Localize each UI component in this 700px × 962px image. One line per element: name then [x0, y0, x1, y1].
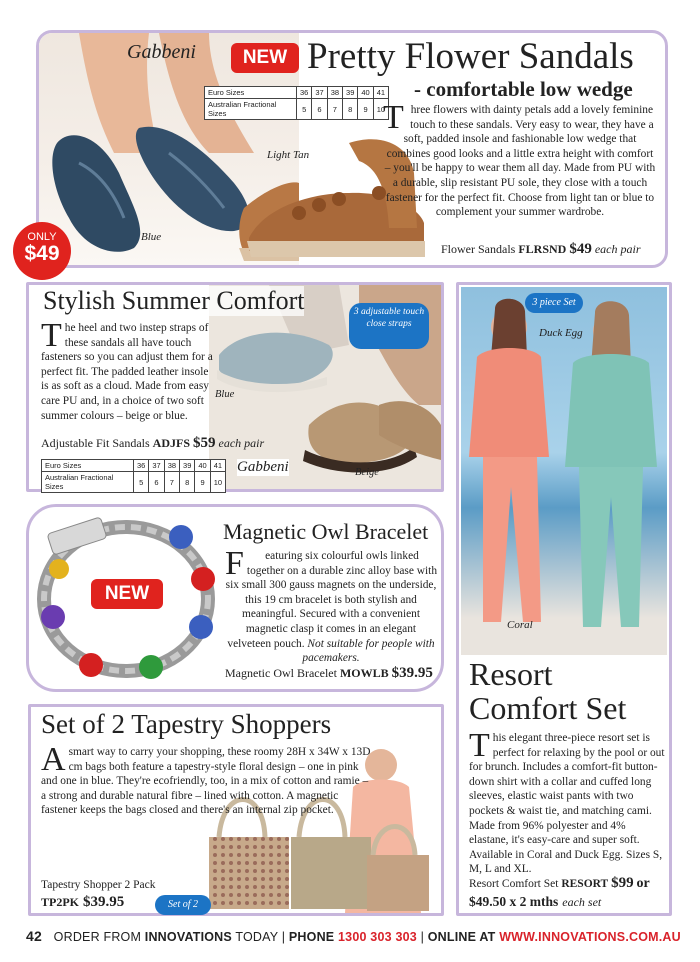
summer-beige-caption: Beige — [355, 467, 379, 478]
gabbeni-logo: Gabbeni — [127, 41, 196, 63]
size-cell: 10 — [373, 99, 388, 120]
summer-comfort-panel — [26, 282, 444, 492]
bracelet-new-badge: NEW — [91, 579, 163, 609]
installment-price: $49.50 x 2 mths — [469, 894, 559, 909]
summer-comfort-title: Stylish Summer Comfort — [43, 286, 305, 315]
product-code: FLRSND — [518, 242, 567, 256]
flower-sandals-price-line — [441, 241, 641, 258]
product-name: Adjustable Fit Sandals — [41, 436, 150, 450]
size-cell: 39 — [343, 87, 358, 99]
new-badge: NEW — [231, 43, 299, 73]
resort-title-line2: Comfort Set — [469, 690, 627, 726]
size-cell: 40 — [195, 460, 210, 472]
product-code: TP2PK — [41, 895, 79, 909]
separator: | — [420, 930, 428, 944]
page-footer — [26, 928, 681, 944]
resort-installment-line — [469, 893, 601, 911]
dropcap: T — [41, 317, 62, 354]
online-label: ONLINE AT — [427, 930, 496, 944]
product-name: Resort Comfort Set — [469, 878, 559, 890]
size-cell: 41 — [210, 460, 225, 472]
price-suffix: each pair — [594, 242, 641, 256]
summer-price-line — [41, 435, 264, 452]
resort-image — [461, 287, 667, 655]
resort-price-line — [469, 875, 650, 892]
summer-size-table — [41, 459, 226, 493]
price-suffix: each pair — [218, 436, 265, 450]
product-code: MOWLB — [339, 666, 389, 680]
product-code: RESORT — [561, 878, 609, 890]
straps-badge-text: 3 adjustable touch close straps — [353, 307, 425, 329]
dropcap: T — [469, 727, 490, 764]
size-cell: 9 — [195, 472, 210, 493]
size-cell: 38 — [327, 87, 342, 99]
product-code: ADJFS — [152, 436, 191, 450]
summer-comfort-text: he heel and two instep straps of these sandals all have touch fasteners so you can adjust them for a perfect fit. The padded leather insole is as soft as a cloud. Made from easy care PU and, in a choice of two soft summer colours – beige or blue. — [41, 322, 213, 422]
size-cell: 36 — [297, 87, 312, 99]
flower-sandals-description — [383, 99, 657, 220]
flower-sandals-size-table — [204, 86, 389, 120]
dropcap: T — [383, 99, 404, 136]
adjustable-straps-badge — [349, 303, 429, 349]
dropcap: A — [41, 741, 66, 778]
flower-sandals-text: hree flowers with dainty petals add a lovely feminine touch to these sandals. Very easy to wear, they have a soft, padded insole and fashionable low wedge that combines good looks and a little extra height with comfort – you'll be happy to wear them all day. Made from PU with a durable, slip resistant PU sole, they close with a touch fastener for the perfect fit. Choose from light tan or blue to complement your summer wardrobe. — [384, 104, 656, 219]
product-name: Magnetic Owl Bracelet — [225, 666, 337, 680]
pacemaker-warning: Not suitable for people with pacemakers. — [302, 637, 435, 665]
blue-caption: Blue — [141, 231, 162, 243]
footer-brand: INNOVATIONS — [144, 930, 232, 944]
size-cell: 8 — [180, 472, 195, 493]
size-cell: 38 — [164, 460, 179, 472]
set-of-2-badge: Set of 2 — [155, 895, 211, 915]
resort-photo — [461, 287, 667, 655]
flower-sandals-subtitle: - comfortable low wedge — [414, 77, 633, 101]
summer-comfort-description — [41, 317, 213, 423]
three-piece-badge: 3 piece Set — [525, 293, 583, 313]
size-cell: 5 — [297, 99, 312, 120]
phone-label: PHONE — [288, 930, 335, 944]
separator: | — [281, 930, 289, 944]
product-name: Flower Sandals — [441, 242, 516, 256]
size-cell: 40 — [358, 87, 373, 99]
light-tan-caption: Light Tan — [267, 149, 310, 161]
resort-set-panel — [456, 282, 672, 916]
shopper-code-price — [41, 893, 124, 911]
product-price: $59 — [193, 435, 216, 451]
euro-sizes-label: Euro Sizes — [205, 87, 297, 99]
price-or: or — [636, 876, 650, 891]
owl-bracelet-title: Magnetic Owl Bracelet — [223, 519, 429, 544]
only-price-badge — [13, 222, 71, 280]
size-cell: 6 — [312, 99, 327, 120]
website-link[interactable]: WWW.INNOVATIONS.COM.AU — [499, 930, 681, 944]
resort-text: his elegant three-piece resort set is perfect for relaxing by the pool or out for brunch. Includes a comfort-fit button-down shirt with a collar and cuffed long sleeves, elastic waist pants with two pockets & waist tie, and matching cami. Made from 96% polyester and 4% elastane, it's easy-care and super soft. Available in Coral and Duck Egg. Sizes S, M, L and XL. — [469, 732, 665, 876]
size-cell: 5 — [134, 472, 149, 493]
flower-sandals-panel — [36, 30, 668, 268]
phone-number[interactable]: 1300 303 303 — [338, 930, 417, 944]
flower-sandals-title: Pretty Flower Sandals — [307, 36, 634, 77]
product-price: $39.95 — [391, 665, 433, 681]
page-number: 42 — [26, 928, 42, 944]
resort-description — [469, 727, 667, 877]
aus-sizes-label: Australian Fractional Sizes — [42, 472, 134, 493]
dropcap: F — [225, 545, 244, 582]
resort-title-line1: Resort — [469, 656, 553, 692]
product-price: $99 — [611, 875, 634, 891]
owl-bracelet-text: eaturing six colourful owls linked together on a durable zinc alloy base with six small 300 gauss magnets on the underside, this 19 cm bracelet is both stylish and meaningful. Secured with a convenient magnetic clasp it comes in an elegant velveteen pouch. — [225, 550, 438, 650]
tapestry-shoppers-title: Set of 2 Tapestry Shoppers — [41, 709, 332, 739]
tapestry-shoppers-text: smart way to carry your shopping, these roomy 28H x 34W x 13D cm bags both feature a tapestry-style floral design – one in pink and one in blue. They're ecofriendly, too, in a mix of cotton and ramie – a strong and durable natural fibre – lined with cotton. A magnetic fastener keeps the bags closed and there's an internal zip pocket. — [41, 746, 371, 817]
product-price: $49 — [569, 241, 592, 257]
size-cell: 8 — [343, 99, 358, 120]
tapestry-shoppers-description — [41, 741, 371, 818]
summer-blue-caption: Blue — [215, 389, 235, 400]
size-cell: 10 — [210, 472, 225, 493]
size-cell: 41 — [373, 87, 388, 99]
owl-bracelet-panel — [26, 504, 444, 692]
size-cell: 36 — [134, 460, 149, 472]
size-cell: 6 — [149, 472, 164, 493]
installment-suffix: each set — [562, 895, 602, 909]
coral-caption: Coral — [507, 619, 533, 631]
tapestry-shoppers-panel — [28, 704, 444, 916]
duck-egg-caption: Duck Egg — [539, 327, 583, 339]
size-cell: 9 — [358, 99, 373, 120]
size-cell: 39 — [180, 460, 195, 472]
bracelet-price-line — [225, 665, 433, 682]
size-cell: 37 — [149, 460, 164, 472]
aus-sizes-label: Australian Fractional Sizes — [205, 99, 297, 120]
shopper-product-name: Tapestry Shopper 2 Pack — [41, 879, 156, 891]
only-label: ONLY — [27, 231, 57, 243]
size-cell: 7 — [164, 472, 179, 493]
size-cell: 7 — [327, 99, 342, 120]
owl-bracelet-description — [225, 545, 438, 666]
product-price: $39.95 — [83, 894, 125, 910]
today-text: TODAY — [235, 930, 279, 944]
gabbeni-logo: Gabbeni — [237, 459, 289, 475]
size-cell: 37 — [312, 87, 327, 99]
only-price: $49 — [24, 242, 60, 265]
euro-sizes-label: Euro Sizes — [42, 460, 134, 472]
order-text: ORDER FROM — [53, 930, 142, 944]
